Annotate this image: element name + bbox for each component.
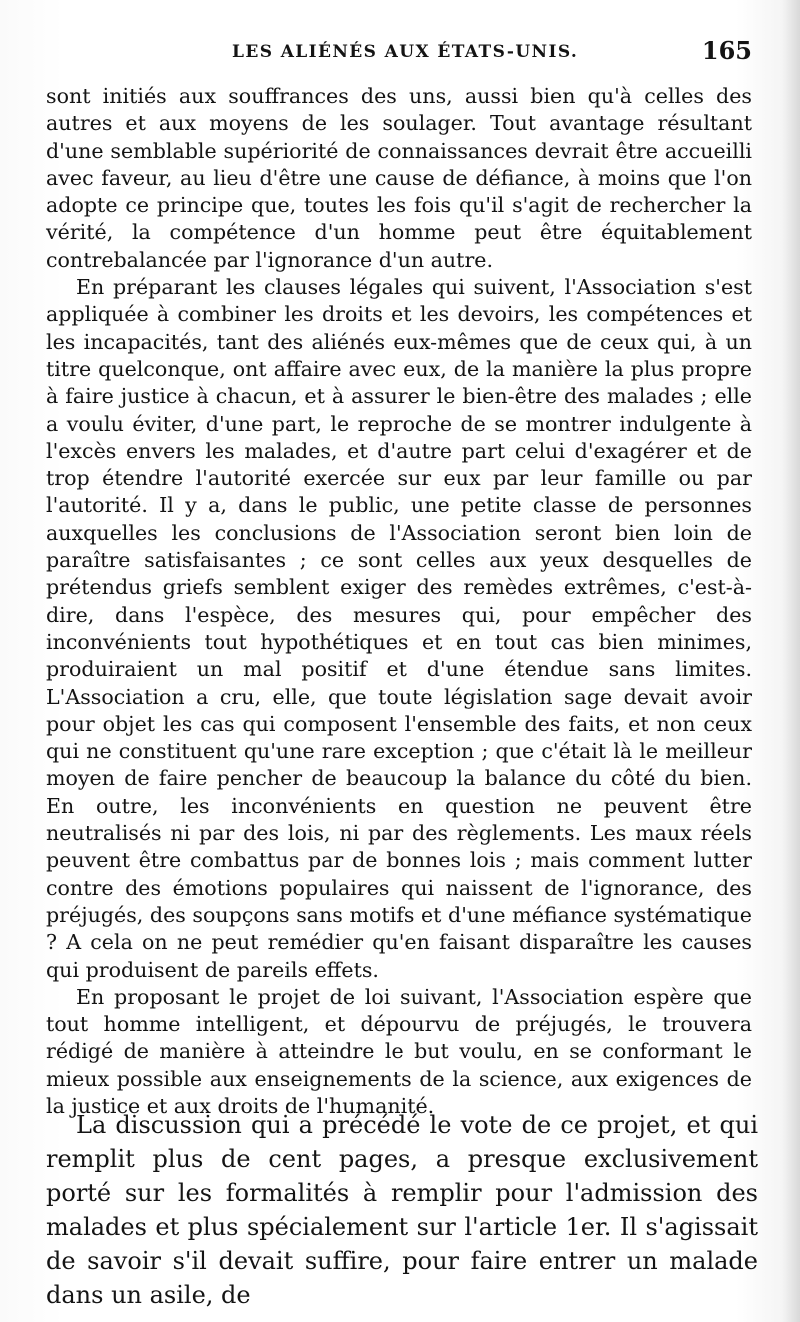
paragraph-discussion: La discussion qui a précédé le vote de ce projet, et qui remplit plus de cent pages, a presque exclusivement porté sur les formalités à remplir pour l'admission des malades et plus spécialement sur l'article 1er. Il s'agissait de savoir s'il devait suffire, pour faire entrer un malade dans un asile, de [46, 1111, 758, 1309]
page-edge-shadow [782, 0, 800, 1322]
commentary-text-block [46, 1108, 758, 1312]
page-number: 165 [701, 36, 752, 65]
paragraph-proposal: En proposant le projet de loi suivant, l'Association espère que tout homme intelligent, et dépourvu de préjugés, le trouvera rédigé de manière à atteindre le but voulu, en se conformant le mieux possible aux enseignements de la science, aux exigences de la justice et aux droits de l'humanité. [46, 984, 752, 1118]
paragraph-clauses: En préparant les clauses légales qui suivent, l'Association s'est appliquée à combiner les droits et les devoirs, les compétences et les incapacités, tant des aliénés eux-mêmes que de ceux qui, à un titre quelconque, ont affaire avec eux, de la manière la plus propre à faire justice à chacun, et à assurer le bien-être des malades ; elle a voulu éviter, d'une part, le reproche de se montrer indulgente à l'excès envers les malades, et d'autre part celui d'exagérer et de trop étendre l'autorité exercée sur eux par leur famille ou par l'autorité. Il y a, dans le public, une petite classe de personnes auxquelles les conclusions de l'Association seront bien loin de paraître satisfaisantes ; ce sont celles aux yeux desquelles de prétendus griefs semblent exiger des remèdes extrêmes, c'est-à-dire, dans l'espèce, des mesures qui, pour empêcher des inconvénients tout hypothétiques et en tout cas bien minimes, produiraient un mal positif et d'une étendue sans limites. L'Association a cru, elle, que toute législation sage devait avoir pour objet les cas qui composent l'ensemble des faits, et non ceux qui ne constituent qu'une rare exception ; que c'était là le meilleur moyen de faire pencher de beaucoup la balance du côté du bien. En outre, les inconvénients en question ne peuvent être neutralisés ni par des lois, ni par des règlements. Les maux réels peuvent être combattus par de bonnes lois ; mais comment lutter contre des émotions populaires qui naissent de l'ignorance, des préjugés, des soupçons sans motifs et d'une méfiance systématique ? A cela on ne peut remédier qu'en faisant disparaître les causes qui produisent de pareils effets. [46, 275, 752, 982]
main-text-block [46, 83, 752, 1120]
paragraph-continuation: sont initiés aux souffrances des uns, aussi bien qu'à celles des autres et aux moyens de les soulager. Tout avantage résultant d'une semblable supériorité de connaissances devrait être accueilli avec faveur, au lieu d'être une cause de défiance, à moins que l'on adopte ce principe que, toutes les fois qu'il s'agit de rechercher la vérité, la compétence d'un homme peut être équitablement contrebalancée par l'ignorance d'un autre. [46, 84, 752, 272]
running-title: LES ALIÉNÉS AUX ÉTATS-UNIS. [232, 42, 579, 62]
page-header [46, 36, 754, 66]
